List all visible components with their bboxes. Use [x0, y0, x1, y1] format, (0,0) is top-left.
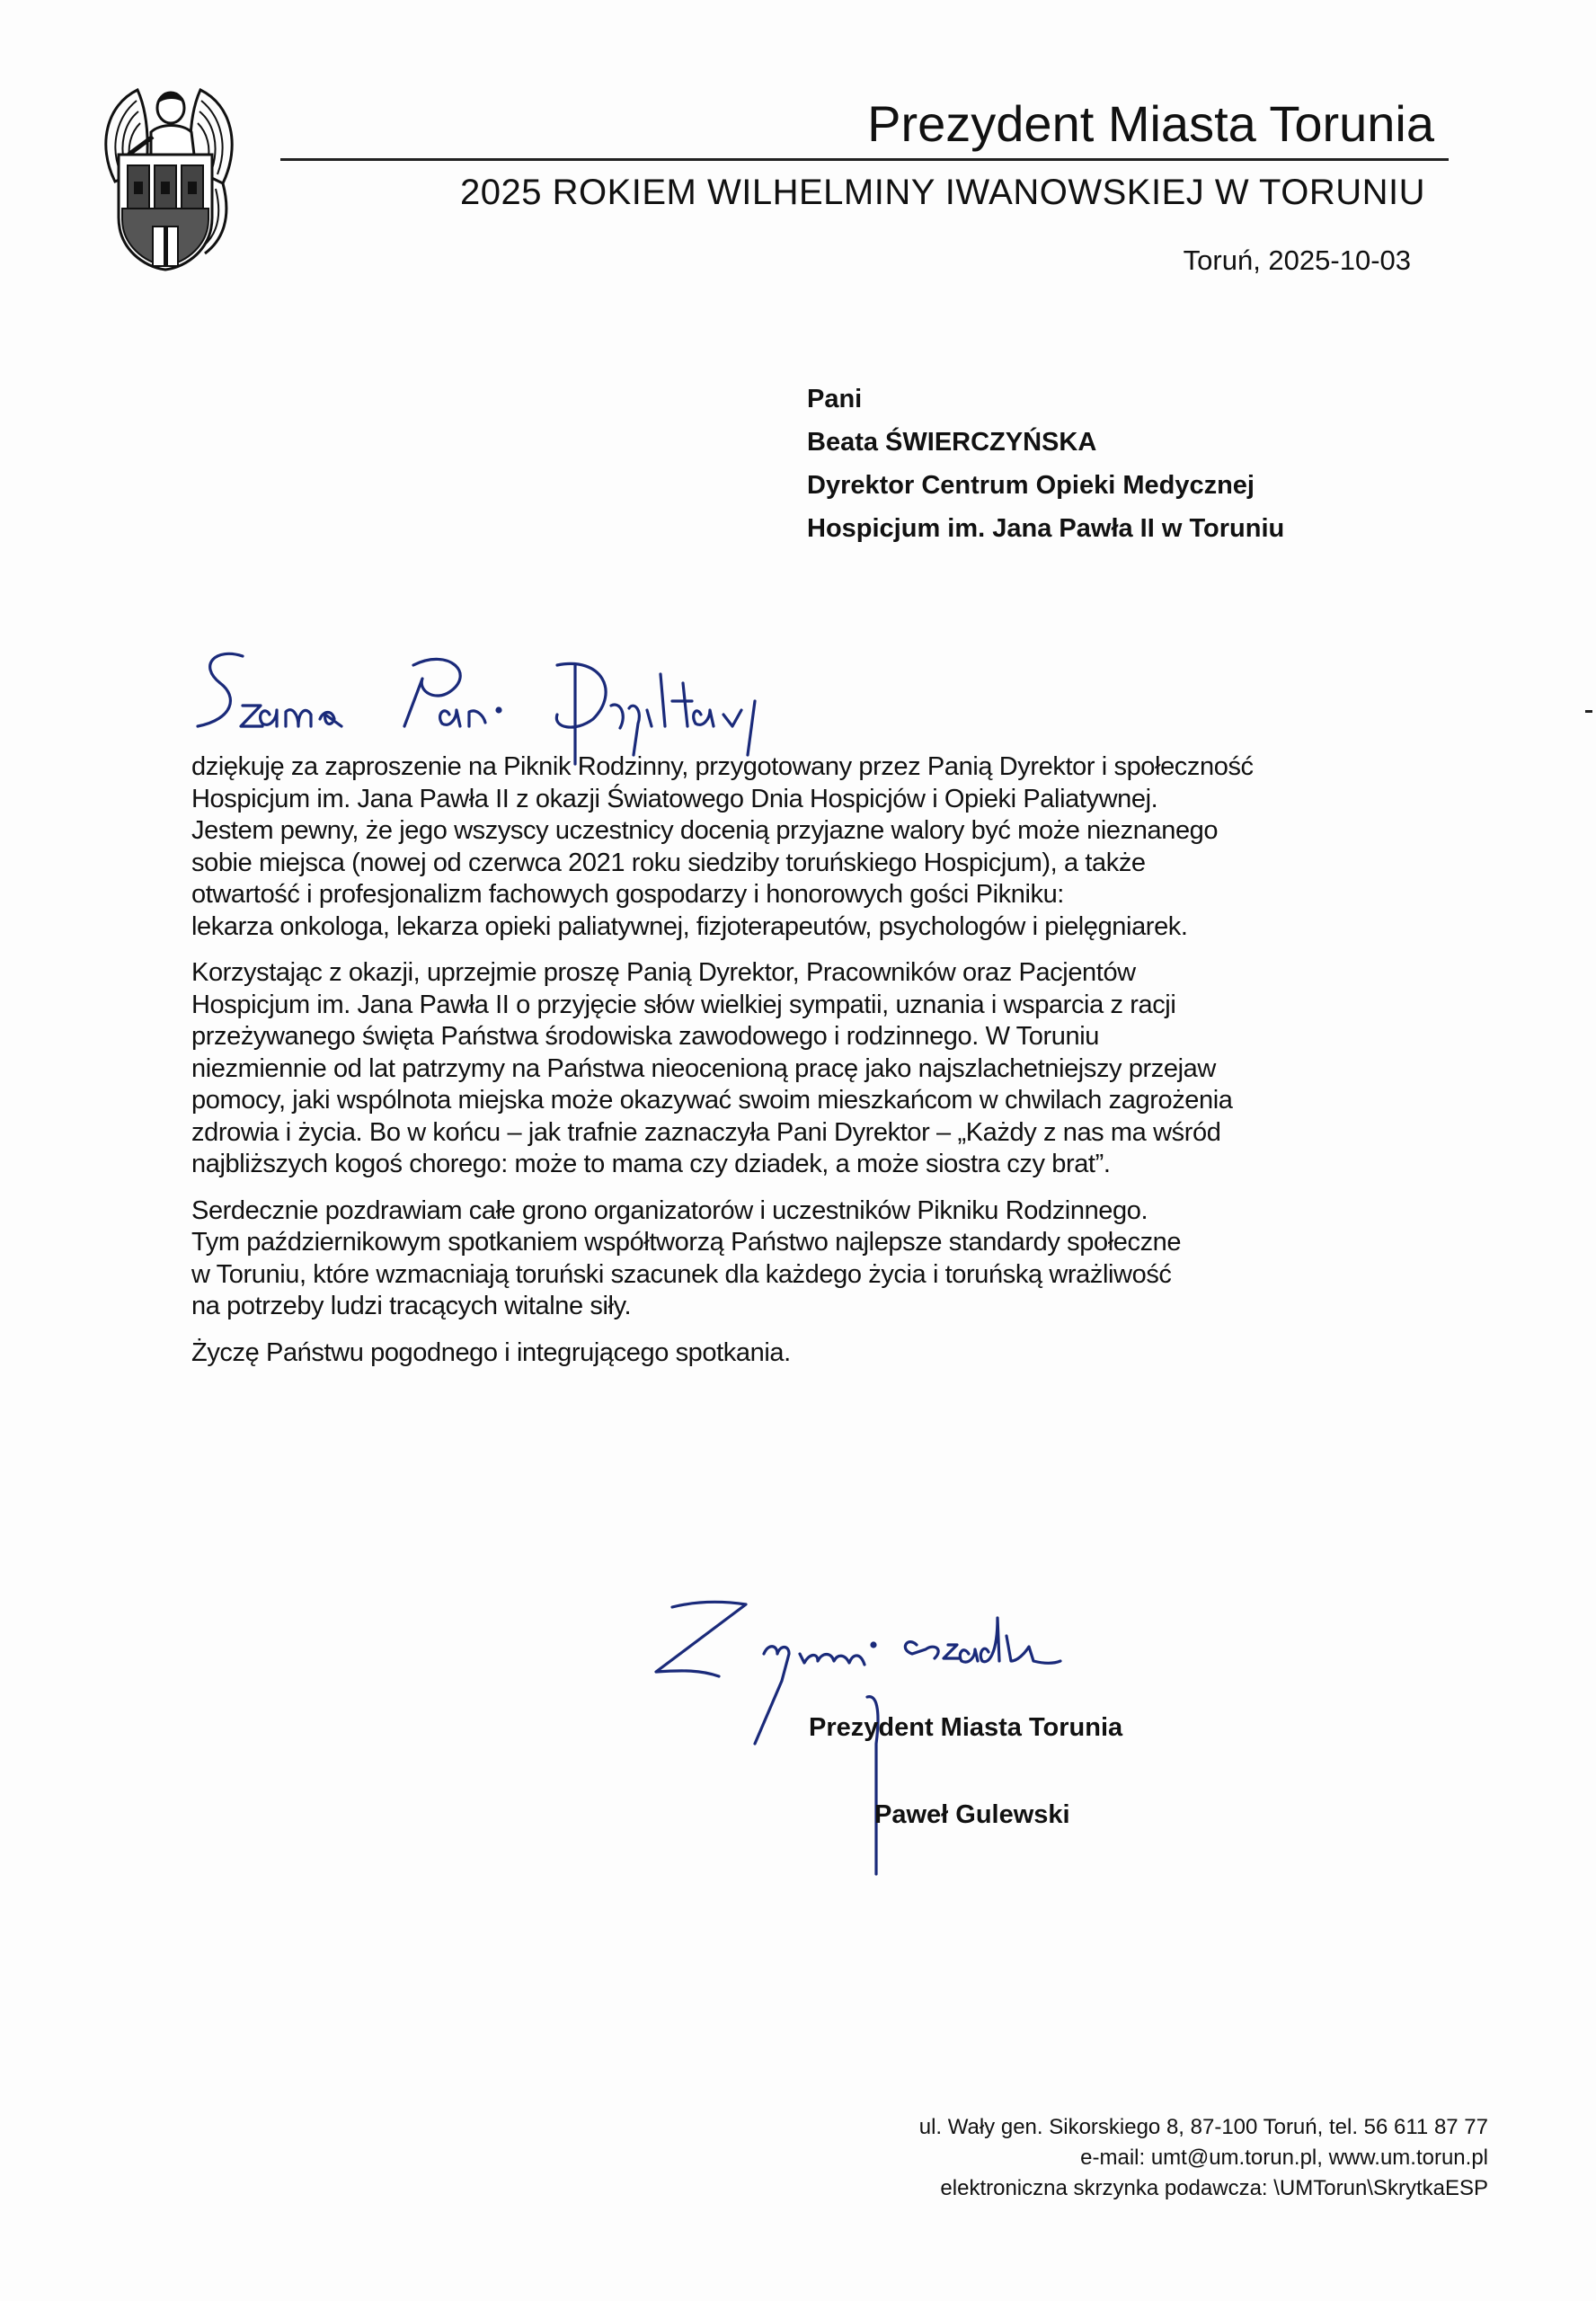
letterhead-title: Prezydent Miasta Torunia [867, 95, 1434, 152]
body-line: lekarza onkologa, lekarza opieki paliatywnej, fizjoterapeutów, psychologów i pielęgniarek. [191, 911, 1188, 941]
recipient-block [807, 378, 1284, 550]
body-line: na potrzeby ludzi tracących witalne siły. [191, 1292, 632, 1320]
recipient-line: Dyrektor Centrum Opieki Medycznej [807, 471, 1255, 500]
body-line: Hospicjum im. Jana Pawła II o przyjęcie słów wielkiej sympatii, uznania i wsparcia z racji [191, 990, 1176, 1019]
body-line: w Toruniu, które wzmacniają toruński szacunek dla każdego życia i toruńską wrażliwość [191, 1259, 1172, 1289]
body-line: sobie miejsca (nowej od czerwca 2021 roku siedziby toruńskiego Hospicjum), a także [191, 848, 1146, 877]
body-line: zdrowia i życia. Bo w końcu – jak trafnie zaznaczyła Pani Dyrektor – „Każdy z nas ma wśród [191, 1117, 1221, 1147]
body-line: najbliższych kogoś chorego: może to mama czy dziadek, a może siostra czy brat”. [191, 1150, 1111, 1178]
body-line: przeżywanego święta Państwa środowiska zawodowego i rodzinnego. W Toruniu [191, 1022, 1099, 1051]
letterhead-divider [280, 158, 1449, 161]
body-line: dziękuję za zaproszenie na Piknik Rodzinny, przygotowany przez Panią Dyrektor i społeczność [191, 752, 1254, 781]
letter-body [191, 751, 1467, 1383]
signatory-name: Paweł Gulewski [874, 1800, 1070, 1829]
footer-address: ul. Wały gen. Sikorskiego 8, 87-100 Toruń, tel. 56 611 87 77 [918, 2115, 1488, 2139]
letterhead-subtitle: 2025 ROKIEM WILHELMINY IWANOWSKIEJ W TORUNIU [459, 173, 1425, 212]
body-paragraph [191, 957, 1467, 1181]
recipient-line: Hospicjum im. Jana Pawła II w Toruniu [807, 514, 1285, 543]
body-line: pomocy, jaki wspólnota miejska może okazywać swoim mieszkańcom w chwilach zagrożenia [191, 1086, 1233, 1115]
body-line: Korzystając z okazji, uprzejmie proszę Panią Dyrektor, Pracowników oraz Pacjentów [191, 958, 1136, 987]
body-line: Tym październikowym spotkaniem współtworzą Państwo najlepsze standardy społeczne [191, 1228, 1182, 1257]
body-line: Życzę Państwu pogodnego i integrującego spotkania. [191, 1337, 791, 1367]
footer-epuap: elektroniczna skrzynka podawcza: \UMTorun\SkrytkaESP [940, 2176, 1488, 2200]
body-paragraph [191, 1337, 1467, 1370]
recipient-line: Pani [807, 385, 863, 413]
body-line: otwartość i profesjonalizm fachowych gospodarzy i honorowych gości Pikniku: [191, 880, 1064, 909]
body-paragraph [191, 1195, 1467, 1323]
recipient-line: Beata ŚWIERCZYŃSKA [807, 428, 1097, 457]
body-line: niezmiennie od lat patrzymy na Państwa nieocenioną pracę jako najszlachetniejszy przejaw [191, 1053, 1216, 1083]
body-paragraph [191, 751, 1467, 943]
torun-coat-of-arms-logo [97, 83, 241, 273]
body-line: Serdecznie pozdrawiam całe grono organizatorów i uczestników Pikniku Rodzinnego. [191, 1195, 1148, 1225]
letter-footer [919, 2112, 1488, 2204]
body-line: Hospicjum im. Jana Pawła II z okazji Światowego Dnia Hospicjów i Opieki Paliatywnej. [191, 784, 1158, 813]
signatory-title: Prezydent Miasta Torunia [809, 1713, 1123, 1742]
letter-date: Toruń, 2025-10-03 [1183, 244, 1411, 276]
scan-speck [1585, 710, 1592, 713]
body-line: Jestem pewny, że jego wszyscy uczestnicy docenią przyjazne walory być może nieznanego [191, 816, 1219, 845]
footer-contact: e-mail: umt@um.torun.pl, www.um.torun.pl [1080, 2146, 1488, 2170]
